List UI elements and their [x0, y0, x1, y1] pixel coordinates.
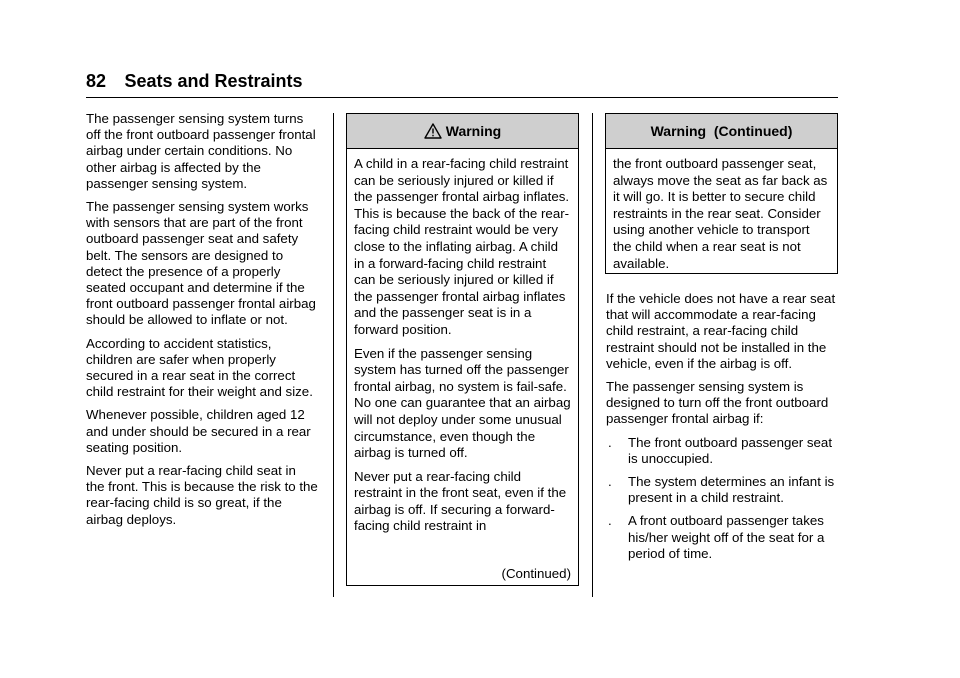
bullet-marker: . — [608, 434, 612, 450]
bullet-item — [606, 474, 842, 506]
paragraph: Whenever possible, children aged 12 and under should be secured in a rear seating position. — [86, 407, 311, 455]
warning-continued-body — [606, 149, 837, 272]
warning-title: Warning — [445, 123, 502, 139]
warning-paragraph: the front outboard passenger seat, always move the seat as far back as it will go. It is better to secure child restraints in the rear seat. Consider using another vehicle to transport the child when a rear seat is not available. — [613, 156, 828, 271]
paragraph: The passenger sensing system works with sensors that are part of the front outboard passenger seat and safety belt. The sensors are designed to detect the presence of a properly seated occupant and determine if the front outboard passenger frontal airbag should be allowed to inflate or not. — [86, 199, 316, 328]
column-3-text — [606, 291, 842, 569]
page-number: 82 — [86, 71, 107, 91]
paragraph: The passenger sensing system turns off the front outboard passenger frontal airbag under certain conditions. No other airbag is affected by the passenger sensing system. — [86, 111, 316, 191]
warning-triangle-icon — [424, 123, 442, 139]
bullet-item — [606, 513, 842, 562]
warning-paragraph: A child in a rear-facing child restraint can be seriously injured or killed if the passenger frontal airbag inflates. This is because the back of the rear-facing child restraint would be very close to the inflating airbag. A child in a forward-facing child restraint can be seriously injured or killed if the passenger frontal airbag inflates and the passenger seat is in a forward position. — [354, 156, 570, 337]
page-header — [86, 70, 838, 92]
warning-continued-box — [605, 113, 838, 274]
continued-label: (Continued) — [501, 566, 571, 581]
bullet-marker: . — [608, 474, 612, 490]
bullet-text: The front outboard passenger seat is unoccupied. — [628, 434, 833, 466]
warning-header — [347, 114, 578, 149]
warning-paragraph: Never put a rear-facing child restraint in the front seat, even if the airbag is off. If securing a forward-facing child restraint in — [354, 468, 567, 534]
bullet-marker: . — [608, 513, 612, 529]
header-divider — [86, 97, 838, 98]
paragraph: Never put a rear-facing child seat in the front. This is because the risk to the rear-facing child is so great, if the airbag deploys. — [86, 463, 318, 527]
bullet-item — [606, 435, 842, 467]
warning-box — [346, 113, 579, 586]
bullet-text: A front outboard passenger takes his/her weight off of the seat for a period of time. — [628, 513, 825, 561]
column-divider — [592, 113, 593, 597]
paragraph: According to accident statistics, children are safer when properly secured in a rear seat in the correct child restraint for their weight and size. — [86, 335, 313, 400]
paragraph: If the vehicle does not have a rear seat that will accommodate a rear-facing child restraint, a rear-facing child restraint should not be installed in the vehicle, even if the airbag is off. — [606, 291, 836, 371]
warning-body — [347, 149, 578, 535]
bullet-list — [606, 435, 842, 562]
warning-continued-header — [606, 114, 837, 149]
paragraph: The passenger sensing system is designed to turn off the front outboard passenger frontal airbag if: — [606, 379, 829, 427]
bullet-text: The system determines an infant is present in a child restraint. — [628, 474, 835, 506]
section-title: Seats and Restraints — [124, 71, 303, 91]
warning-paragraph: Even if the passenger sensing system has turned off the passenger frontal airbag, no system is fail-safe. No one can guarantee that an airbag will not deploy under some unusual circumstance, even though the airbag is turned off. — [354, 345, 571, 461]
column-divider — [333, 113, 334, 597]
column-1 — [86, 111, 318, 535]
warning-continued-title: Warning (Continued) — [650, 123, 793, 139]
